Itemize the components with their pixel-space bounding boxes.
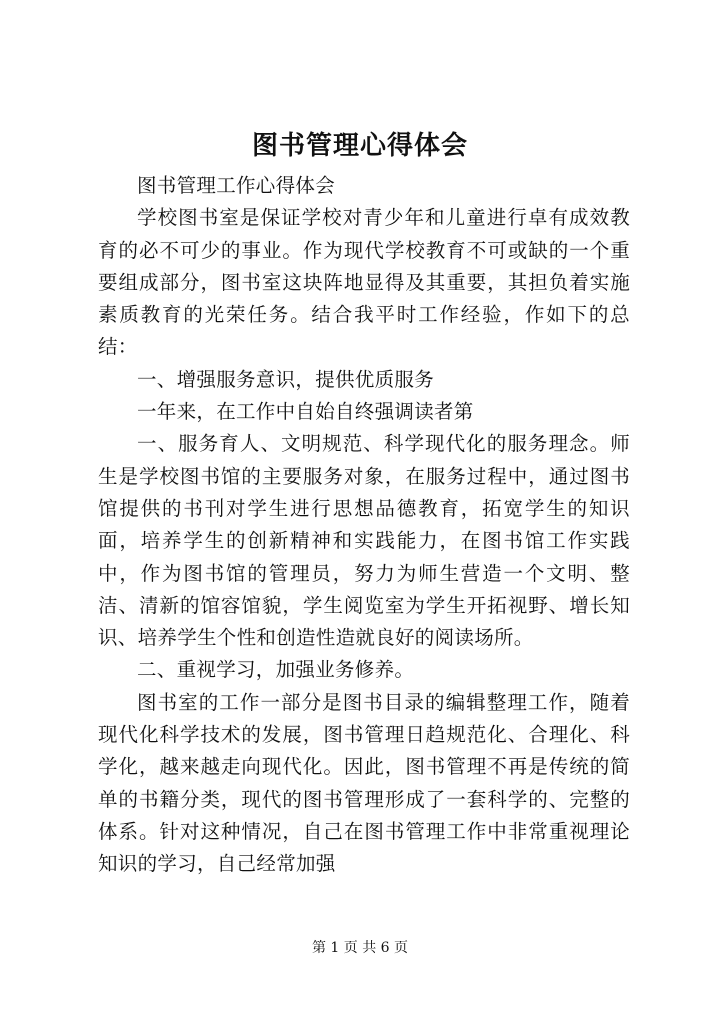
paragraph-service-concept: 一、服务育人、文明规范、科学现代化的服务理念。师生是学校图书馆的主要服务对象，在服务过程中，通过图书馆提供的书刊对学生进行思想品德教育，拓宽学生的知识面，培养学生的创新精神和实践能力，在图书馆工作实践中，作为图书馆的管理员，努力为师生营造一个文明、整洁、清新的馆容馆貌，学生阅览室为学生开拓视野、增长知识、培养学生个性和创造性造就良好的阅读场所。 bbox=[98, 432, 630, 650]
paragraph-reader-first: 一年来，在工作中自始自终强调读者第 bbox=[137, 400, 474, 424]
paragraph-subtitle: 图书管理工作心得体会 bbox=[137, 174, 336, 197]
paragraph-intro: 学校图书室是保证学校对青少年和儿童进行卓有成效教育的必不可少的事业。作为现代学校教育不可或缺的一个重要组成部分，图书室这块阵地显得及其重要，其担负着实施素质教育的光荣任务。结合我平时工作经验，作如下的总结： bbox=[98, 206, 630, 359]
page-footer: 第 1 页 共 6 页 bbox=[311, 940, 409, 956]
paragraph-heading-one: 一、增强服务意识，提供优质服务 bbox=[137, 367, 435, 391]
paragraph-catalog-work: 图书室的工作一部分是图书目录的编辑整理工作，随着现代化科学技术的发展，图书管理日趋规范化、合理化、科学化，越来越走向现代化。因此，图书管理不再是传统的简单的书籍分类，现代的图书管理形成了一套科学的、完整的体系。针对这种情况，自己在图书管理工作中非常重视理论知识的学习，自己经常加强 bbox=[98, 690, 630, 876]
document-body bbox=[98, 170, 630, 881]
document-title: 图书管理心得体会 bbox=[251, 131, 468, 161]
paragraph-heading-two: 二、重视学习，加强业务修养。 bbox=[137, 658, 415, 682]
